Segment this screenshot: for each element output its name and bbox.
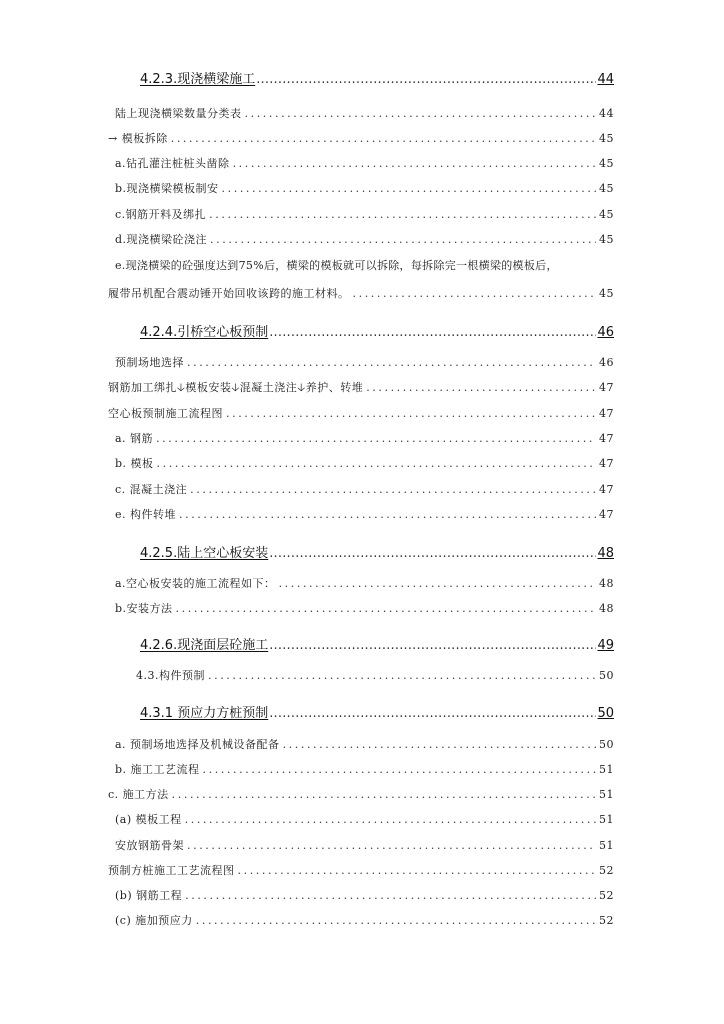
- toc-leader: [256, 72, 596, 87]
- toc-page-number: 50: [597, 706, 614, 721]
- toc-page-number: 45: [599, 233, 614, 246]
- toc-page-number: 47: [599, 483, 614, 496]
- toc-leader: [196, 914, 596, 927]
- toc-page-number: 47: [599, 457, 614, 470]
- toc-leader: [185, 813, 596, 826]
- toc-entry-title: a. 预制场地选择及机械设备配备: [115, 738, 280, 751]
- toc-entry-title: 履带吊机配合震动锤开始回收该跨的施工材料。: [108, 287, 350, 300]
- toc-leader: [233, 157, 596, 170]
- toc-entry[interactable]: [136, 667, 614, 683]
- toc-page-number: 46: [597, 325, 614, 340]
- toc-entry[interactable]: [115, 736, 614, 752]
- toc-page-number: 45: [599, 132, 614, 145]
- toc-entry-title: 4.2.5.陆上空心板安装: [140, 546, 269, 561]
- toc-entry[interactable]: [108, 285, 614, 301]
- toc-leader: [210, 233, 596, 246]
- toc-entry[interactable]: [115, 105, 614, 121]
- toc-page-number: 45: [599, 208, 614, 221]
- toc-leader: [157, 457, 596, 470]
- toc-leader: [269, 325, 596, 340]
- toc-entry[interactable]: [140, 542, 614, 561]
- toc-entry[interactable]: [115, 506, 614, 522]
- toc-entry[interactable]: [108, 862, 614, 878]
- toc-entry[interactable]: [115, 600, 614, 616]
- toc-leader: [171, 132, 596, 145]
- toc-entry-title: b. 施工工艺流程: [115, 763, 200, 776]
- toc-entry-title: 陆上现浇横梁数量分类表: [115, 107, 242, 120]
- toc-leader: [238, 864, 597, 877]
- toc-page-number: 45: [599, 182, 614, 195]
- toc-leader: [187, 356, 596, 369]
- toc-leader: [208, 669, 596, 682]
- toc-page-number: 50: [599, 738, 614, 751]
- toc-leader: [269, 706, 596, 721]
- toc-entry[interactable]: [115, 761, 614, 777]
- toc-page-number: 49: [597, 638, 614, 653]
- toc-leader: [245, 107, 597, 120]
- toc-leader: [203, 763, 596, 776]
- toc-entry-title: c. 混凝土浇注: [115, 483, 188, 496]
- toc-entry-title: a.空心板安装的施工流程如下：: [115, 577, 276, 590]
- toc-page-number: 50: [599, 669, 614, 682]
- toc-entry[interactable]: [140, 702, 614, 721]
- toc-leader: [366, 381, 596, 394]
- toc-leader: [222, 182, 596, 195]
- toc-entry[interactable]: [108, 130, 614, 146]
- toc-page-number: 48: [599, 577, 614, 590]
- toc-entry-title: b.现浇横梁模板制安: [115, 182, 219, 195]
- toc-entry[interactable]: [108, 379, 614, 398]
- toc-page-number: 51: [599, 813, 614, 826]
- toc-entry-title: 4.3.构件预制: [136, 669, 205, 682]
- toc-entry[interactable]: [115, 155, 614, 171]
- toc-leader: [172, 788, 596, 801]
- toc-entry-title: b.安装方法: [115, 602, 173, 615]
- toc-entry-title: (a) 模板工程: [115, 813, 182, 826]
- toc-page-number: 44: [597, 72, 614, 87]
- toc-entry-title: 钢筋加工绑扎🡣模板安装🡣混凝土浇注🡣养护、转堆: [108, 381, 364, 394]
- toc-entry-title: 预制方桩施工工艺流程图: [108, 864, 235, 877]
- toc-entry-title: 4.2.3.现浇横梁施工: [140, 72, 256, 87]
- toc-entry-title: a. 钢筋: [115, 432, 154, 445]
- toc-page-number: 51: [599, 763, 614, 776]
- toc-entry[interactable]: [108, 405, 614, 421]
- toc-entry[interactable]: [140, 68, 614, 87]
- toc-page-number: 44: [599, 107, 614, 120]
- toc-page-number: 46: [599, 356, 614, 369]
- toc-page-number: 47: [599, 381, 614, 394]
- toc-leader: [179, 508, 596, 521]
- toc-entry[interactable]: [115, 837, 614, 853]
- toc-entry-wrapped-text[interactable]: e.现浇横梁的砼强度达到75%后，横梁的模板就可以拆除，每拆除完一根横梁的模板后，: [115, 259, 558, 272]
- toc-leader: [283, 738, 596, 751]
- toc-entry-title: 预制场地选择: [115, 356, 184, 369]
- toc-page-number: 52: [599, 864, 614, 877]
- toc-entry[interactable]: [115, 455, 614, 471]
- toc-entry[interactable]: [108, 786, 614, 802]
- toc-page-number: 47: [599, 508, 614, 521]
- toc-page-number: 48: [597, 546, 614, 561]
- toc-entry[interactable]: [115, 912, 614, 928]
- toc-entry-title: 4.2.6.现浇面层砼施工: [140, 638, 269, 653]
- toc-entry-title: c.钢筋开料及绑扎: [115, 208, 207, 221]
- toc-page-number: 52: [599, 889, 614, 902]
- toc-leader: [187, 839, 596, 852]
- toc-entry-title: 空心板预制施工流程图: [108, 407, 223, 420]
- toc-entry[interactable]: [115, 481, 614, 497]
- toc-leader: [279, 577, 596, 590]
- toc-entry-title: (b) 钢筋工程: [115, 889, 183, 902]
- toc-page-number: 52: [599, 914, 614, 927]
- toc-entry[interactable]: [140, 321, 614, 340]
- toc-leader: [226, 407, 596, 420]
- toc-leader: [353, 287, 597, 300]
- toc-entry-title: e. 构件转堆: [115, 508, 177, 521]
- toc-entry-title: → 模板拆除: [108, 132, 168, 145]
- toc-entry-title: c. 施工方法: [108, 788, 169, 801]
- toc-leader: [156, 432, 596, 445]
- toc-entry[interactable]: [115, 354, 614, 370]
- toc-leader: [269, 638, 596, 653]
- toc-leader: [190, 483, 596, 496]
- toc-entry[interactable]: [115, 180, 614, 196]
- toc-leader: [185, 889, 596, 902]
- toc-entry[interactable]: [115, 811, 614, 827]
- toc-entry-title: (c) 施加预应力: [115, 914, 193, 927]
- toc-entry[interactable]: [115, 430, 614, 446]
- toc-page-number: 47: [599, 407, 614, 420]
- toc-entry-title: b. 模板: [115, 457, 154, 470]
- toc-entry-title: d.现浇横梁砼浇注: [115, 233, 208, 246]
- toc-page-number: 51: [599, 839, 614, 852]
- toc-entry-title: a.钻孔灌注桩桩头凿除: [115, 157, 230, 170]
- toc-entry[interactable]: [115, 575, 614, 591]
- toc-page-number: 45: [599, 287, 614, 300]
- toc-leader: [209, 208, 596, 221]
- toc-page-number: 48: [599, 602, 614, 615]
- toc-page-number: 45: [599, 157, 614, 170]
- toc-entry-title: 4.3.1 预应力方桩预制: [140, 706, 269, 721]
- toc-entry-title: 4.2.4.引桥空心板预制: [140, 325, 269, 340]
- toc-entry-title: 安放钢筋骨架: [115, 839, 184, 852]
- toc-entry[interactable]: [115, 206, 614, 222]
- toc-entry[interactable]: [115, 231, 614, 247]
- toc-page-number: 51: [599, 788, 614, 801]
- toc-leader: [176, 602, 596, 615]
- toc-entry[interactable]: [140, 634, 614, 653]
- toc-leader: [269, 546, 596, 561]
- toc-page-number: 47: [599, 432, 614, 445]
- toc-entry[interactable]: [115, 887, 614, 903]
